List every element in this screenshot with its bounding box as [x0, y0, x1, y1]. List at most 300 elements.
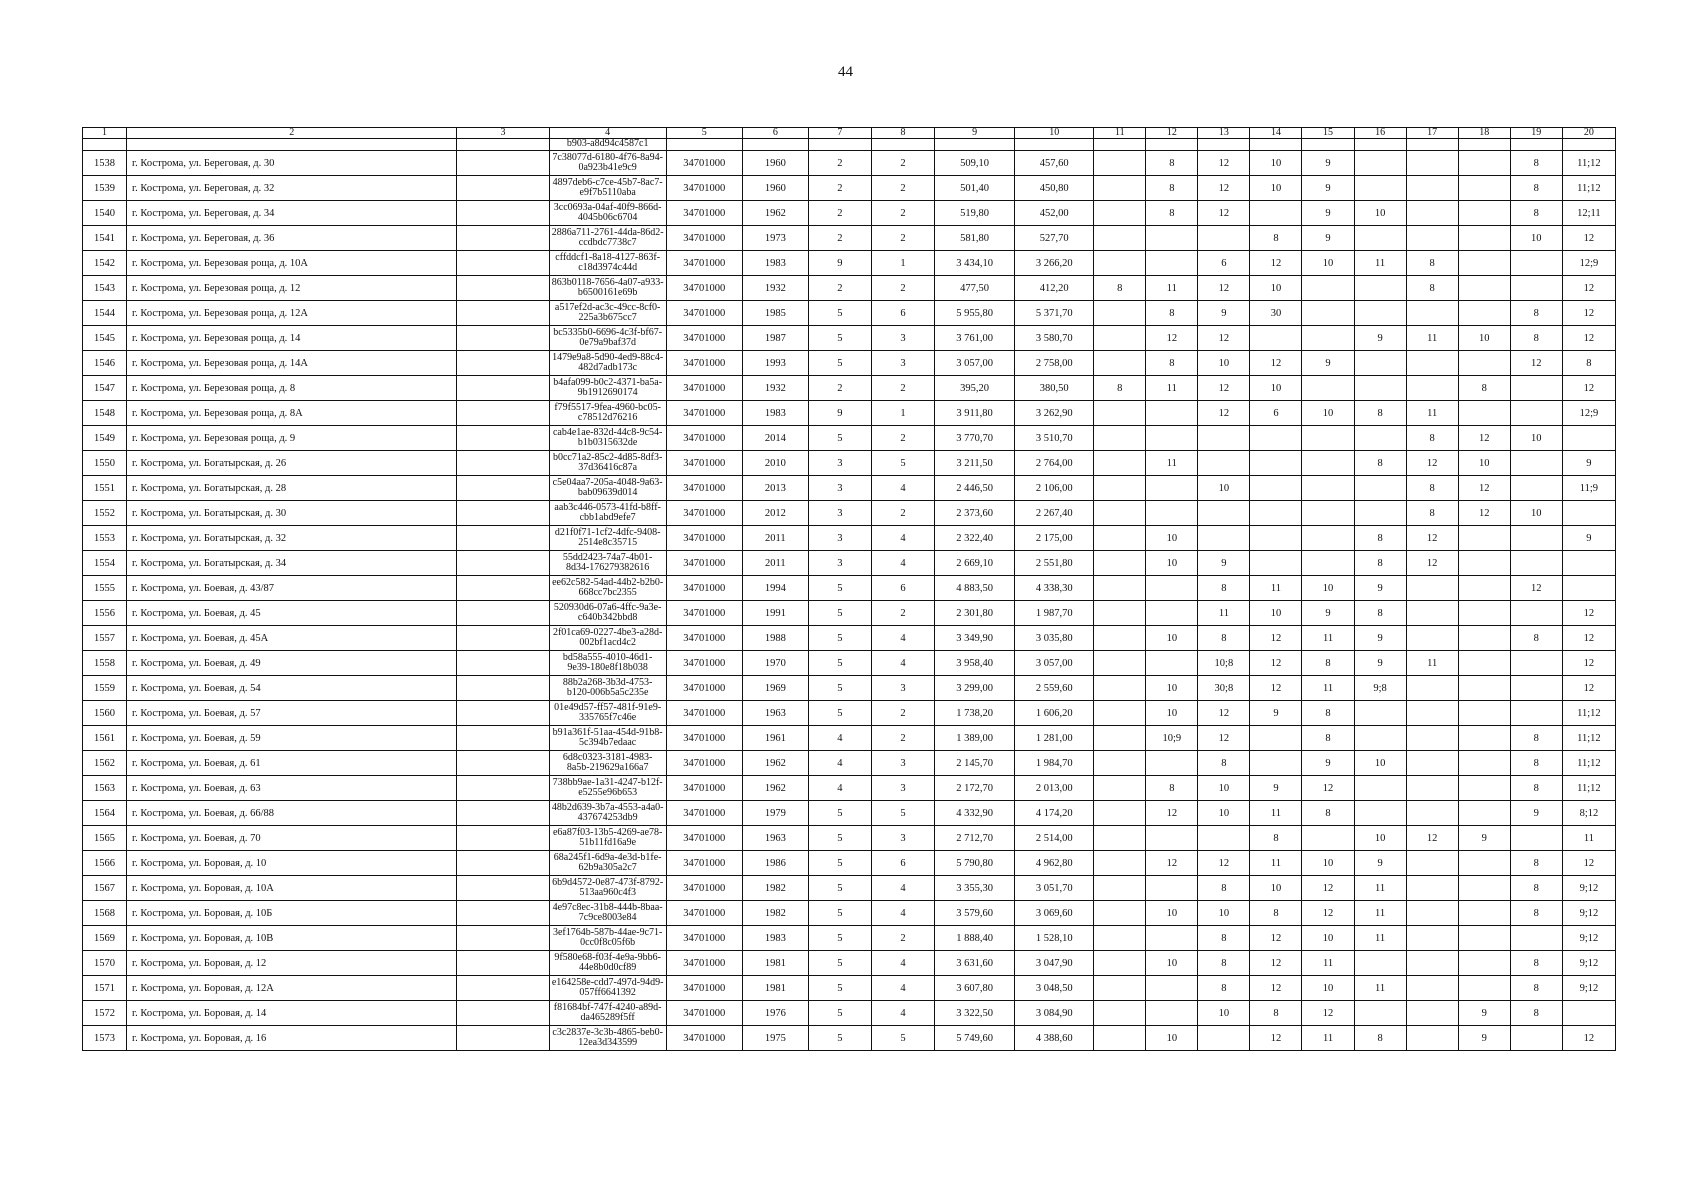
row-number: 1549 [83, 426, 127, 451]
oktmo-code: 34701000 [666, 801, 742, 826]
empty-column-3 [457, 576, 549, 601]
build-year: 1983 [742, 251, 808, 276]
floors-count: 5 [808, 876, 871, 901]
building-uuid: 9f580e68-f03f-4e9a-9bb6-44e8b0d0cf89 [549, 951, 666, 976]
floors-count: 5 [808, 976, 871, 1001]
table-row [83, 401, 1616, 426]
building-uuid: f79f5517-9fea-4960-bc05-c78512d76216 [549, 401, 666, 426]
table-row [83, 526, 1616, 551]
empty-column-3 [457, 951, 549, 976]
empty-column-3 [457, 876, 549, 901]
oktmo-code: 34701000 [666, 326, 742, 351]
col-19-value [1510, 601, 1562, 626]
col-16-value [1354, 351, 1406, 376]
living-area: 450,80 [1015, 176, 1094, 201]
col-16-value: 8 [1354, 1026, 1406, 1051]
empty-column-3 [457, 801, 549, 826]
col-16-value [1354, 176, 1406, 201]
col-14-value [1250, 476, 1302, 501]
build-year: 1994 [742, 576, 808, 601]
building-uuid: 7c38077d-6180-4f76-8a94-0a923b41e9c9 [549, 151, 666, 176]
col-20-value: 11;12 [1562, 776, 1615, 801]
col-18-value: 12 [1458, 426, 1510, 451]
building-uuid: ee62c582-54ad-44b2-b2b0-668cc7bc2355 [549, 576, 666, 601]
col-12-value [1146, 401, 1198, 426]
col-18-value [1458, 176, 1510, 201]
entrances-count: 4 [871, 901, 934, 926]
building-uuid: 738bb9ae-1a31-4247-b12f-e5255e96b653 [549, 776, 666, 801]
col-13-value [1198, 1026, 1250, 1051]
col-11-value [1094, 1001, 1146, 1026]
build-year: 1963 [742, 826, 808, 851]
living-area: 1 606,20 [1015, 701, 1094, 726]
continuation-uuid: b903-a8d94c4587c1 [549, 139, 666, 151]
floors-count: 5 [808, 676, 871, 701]
col-14-value [1250, 426, 1302, 451]
cell [871, 139, 934, 151]
col-17-value [1406, 576, 1458, 601]
address-cell: г. Кострома, ул. Боевая, д. 66/88 [127, 801, 457, 826]
row-number: 1541 [83, 226, 127, 251]
col-11-value [1094, 326, 1146, 351]
col-19-value [1510, 676, 1562, 701]
row-number: 1556 [83, 601, 127, 626]
col-19-value [1510, 551, 1562, 576]
col-18-value [1458, 651, 1510, 676]
cell [1015, 139, 1094, 151]
col-12-value: 12 [1146, 801, 1198, 826]
col-12-value: 10 [1146, 551, 1198, 576]
col-11-value [1094, 901, 1146, 926]
address-cell: г. Кострома, ул. Боровая, д. 10 [127, 851, 457, 876]
floors-count: 3 [808, 551, 871, 576]
header-cell: 2 [127, 128, 457, 139]
cell [127, 139, 457, 151]
oktmo-code: 34701000 [666, 151, 742, 176]
building-uuid: bd58a555-4010-46d1-9e39-180e8f18b038 [549, 651, 666, 676]
entrances-count: 3 [871, 751, 934, 776]
col-20-value: 12 [1562, 651, 1615, 676]
total-area: 509,10 [935, 151, 1015, 176]
table-row [83, 426, 1616, 451]
col-16-value [1354, 301, 1406, 326]
col-12-value [1146, 926, 1198, 951]
building-uuid: 2886a711-2761-44da-86d2-ccdbdc7738c7 [549, 226, 666, 251]
col-20-value: 9;12 [1562, 901, 1615, 926]
col-12-value [1146, 976, 1198, 1001]
oktmo-code: 34701000 [666, 526, 742, 551]
total-area: 2 172,70 [935, 776, 1015, 801]
total-area: 3 631,60 [935, 951, 1015, 976]
col-18-value: 9 [1458, 826, 1510, 851]
build-year: 1981 [742, 976, 808, 1001]
col-14-value [1250, 201, 1302, 226]
col-14-value: 6 [1250, 401, 1302, 426]
entrances-count: 2 [871, 226, 934, 251]
col-11-value [1094, 226, 1146, 251]
address-cell: г. Кострома, ул. Боевая, д. 70 [127, 826, 457, 851]
col-12-value: 10 [1146, 701, 1198, 726]
living-area: 2 758,00 [1015, 351, 1094, 376]
table-row [83, 1026, 1616, 1051]
col-14-value: 30 [1250, 301, 1302, 326]
col-14-value [1250, 326, 1302, 351]
col-20-value [1562, 1001, 1615, 1026]
address-cell: г. Кострома, ул. Березовая роща, д. 8 [127, 376, 457, 401]
building-uuid: 4897deb6-c7ce-45b7-8ac7-e9f7b5110aba [549, 176, 666, 201]
entrances-count: 3 [871, 826, 934, 851]
col-15-value: 10 [1302, 576, 1354, 601]
col-11-value [1094, 651, 1146, 676]
building-uuid: 520930d6-07a6-4ffc-9a3e-c640b342bbd8 [549, 601, 666, 626]
floors-count: 9 [808, 401, 871, 426]
table-row [83, 951, 1616, 976]
col-11-value [1094, 301, 1146, 326]
entrances-count: 4 [871, 951, 934, 976]
address-cell: г. Кострома, ул. Боевая, д. 54 [127, 676, 457, 701]
col-13-value: 10 [1198, 476, 1250, 501]
col-16-value: 9 [1354, 851, 1406, 876]
total-area: 4 332,90 [935, 801, 1015, 826]
col-14-value: 11 [1250, 851, 1302, 876]
living-area: 3 035,80 [1015, 626, 1094, 651]
col-17-value [1406, 1026, 1458, 1051]
empty-column-3 [457, 301, 549, 326]
entrances-count: 2 [871, 201, 934, 226]
col-14-value [1250, 526, 1302, 551]
empty-column-3 [457, 351, 549, 376]
col-20-value: 8 [1562, 351, 1615, 376]
build-year: 1983 [742, 926, 808, 951]
col-16-value: 8 [1354, 551, 1406, 576]
empty-column-3 [457, 901, 549, 926]
col-19-value [1510, 451, 1562, 476]
col-18-value [1458, 976, 1510, 1001]
entrances-count: 2 [871, 701, 934, 726]
building-uuid: 3cc0693a-04af-40f9-866d-4045b06c6704 [549, 201, 666, 226]
table-row [83, 551, 1616, 576]
col-17-value [1406, 376, 1458, 401]
total-area: 2 712,70 [935, 826, 1015, 851]
col-20-value: 9 [1562, 451, 1615, 476]
col-17-value [1406, 776, 1458, 801]
col-13-value: 10 [1198, 801, 1250, 826]
table-row [83, 251, 1616, 276]
entrances-count: 5 [871, 801, 934, 826]
col-11-value [1094, 201, 1146, 226]
col-12-value [1146, 651, 1198, 676]
col-13-value [1198, 226, 1250, 251]
col-14-value: 9 [1250, 701, 1302, 726]
entrances-count: 1 [871, 251, 934, 276]
col-11-value [1094, 1026, 1146, 1051]
oktmo-code: 34701000 [666, 551, 742, 576]
floors-count: 5 [808, 951, 871, 976]
col-11-value [1094, 801, 1146, 826]
build-year: 1970 [742, 651, 808, 676]
col-18-value [1458, 251, 1510, 276]
col-18-value [1458, 626, 1510, 651]
col-14-value [1250, 501, 1302, 526]
table-row [83, 801, 1616, 826]
header-cell: 20 [1562, 128, 1615, 139]
col-14-value [1250, 726, 1302, 751]
build-year: 1973 [742, 226, 808, 251]
building-uuid: f81684bf-747f-4240-a89d-da465289f5ff [549, 1001, 666, 1026]
table-row [83, 301, 1616, 326]
cell [935, 139, 1015, 151]
col-11-value [1094, 401, 1146, 426]
table-row [83, 576, 1616, 601]
entrances-count: 3 [871, 776, 934, 801]
living-area: 2 559,60 [1015, 676, 1094, 701]
col-14-value [1250, 551, 1302, 576]
col-20-value [1562, 576, 1615, 601]
col-12-value: 8 [1146, 776, 1198, 801]
col-15-value: 8 [1302, 801, 1354, 826]
entrances-count: 4 [871, 651, 934, 676]
building-uuid: 863b0118-7656-4a07-a933-b6500161e69b [549, 276, 666, 301]
oktmo-code: 34701000 [666, 1026, 742, 1051]
col-13-value: 8 [1198, 926, 1250, 951]
row-number: 1565 [83, 826, 127, 851]
col-12-value [1146, 251, 1198, 276]
col-11-value [1094, 526, 1146, 551]
col-12-value: 10 [1146, 626, 1198, 651]
col-13-value: 8 [1198, 626, 1250, 651]
row-number: 1573 [83, 1026, 127, 1051]
table-row [83, 701, 1616, 726]
oktmo-code: 34701000 [666, 1001, 742, 1026]
col-11-value [1094, 251, 1146, 276]
address-cell: г. Кострома, ул. Боевая, д. 57 [127, 701, 457, 726]
living-area: 3 580,70 [1015, 326, 1094, 351]
col-19-value [1510, 476, 1562, 501]
building-uuid: 68a245f1-6d9a-4e3d-b1fe-62b9a305a2c7 [549, 851, 666, 876]
floors-count: 2 [808, 151, 871, 176]
empty-column-3 [457, 676, 549, 701]
cell [666, 139, 742, 151]
row-number: 1538 [83, 151, 127, 176]
entrances-count: 5 [871, 451, 934, 476]
empty-column-3 [457, 926, 549, 951]
col-17-value: 12 [1406, 526, 1458, 551]
col-11-value [1094, 976, 1146, 1001]
col-17-value [1406, 176, 1458, 201]
total-area: 395,20 [935, 376, 1015, 401]
empty-column-3 [457, 476, 549, 501]
col-19-value: 8 [1510, 976, 1562, 1001]
entrances-count: 2 [871, 501, 934, 526]
col-13-value: 9 [1198, 551, 1250, 576]
col-17-value [1406, 626, 1458, 651]
floors-count: 5 [808, 351, 871, 376]
oktmo-code: 34701000 [666, 651, 742, 676]
building-uuid: cab4e1ae-832d-44c8-9c54-b1b0315632de [549, 426, 666, 451]
col-12-value: 10 [1146, 526, 1198, 551]
cell [1094, 139, 1146, 151]
oktmo-code: 34701000 [666, 976, 742, 1001]
total-area: 3 355,30 [935, 876, 1015, 901]
cell [1458, 139, 1510, 151]
table-row [83, 751, 1616, 776]
total-area: 3 579,60 [935, 901, 1015, 926]
build-year: 2013 [742, 476, 808, 501]
living-area: 380,50 [1015, 376, 1094, 401]
total-area: 581,80 [935, 226, 1015, 251]
address-cell: г. Кострома, ул. Богатырская, д. 28 [127, 476, 457, 501]
building-uuid: 6b9d4572-0e87-473f-8792-513aa960c4f3 [549, 876, 666, 901]
building-uuid: 2f01ca69-0227-4be3-a28d-002bf1acd4c2 [549, 626, 666, 651]
empty-column-3 [457, 501, 549, 526]
oktmo-code: 34701000 [666, 251, 742, 276]
table-row [83, 826, 1616, 851]
col-20-value: 11 [1562, 826, 1615, 851]
total-area: 2 669,10 [935, 551, 1015, 576]
address-cell: г. Кострома, ул. Боевая, д. 49 [127, 651, 457, 676]
col-19-value: 8 [1510, 726, 1562, 751]
build-year: 1962 [742, 751, 808, 776]
floors-count: 3 [808, 451, 871, 476]
row-number: 1561 [83, 726, 127, 751]
header-cell: 6 [742, 128, 808, 139]
floors-count: 5 [808, 801, 871, 826]
total-area: 2 373,60 [935, 501, 1015, 526]
col-20-value: 11;12 [1562, 726, 1615, 751]
col-20-value: 9;12 [1562, 976, 1615, 1001]
col-19-value [1510, 826, 1562, 851]
table-row [83, 351, 1616, 376]
build-year: 1983 [742, 401, 808, 426]
col-18-value [1458, 726, 1510, 751]
table-row [83, 626, 1616, 651]
empty-column-3 [457, 401, 549, 426]
total-area: 3 322,50 [935, 1001, 1015, 1026]
col-16-value: 11 [1354, 926, 1406, 951]
col-18-value [1458, 351, 1510, 376]
col-13-value: 12 [1198, 151, 1250, 176]
col-11-value [1094, 601, 1146, 626]
col-19-value: 12 [1510, 351, 1562, 376]
col-16-value: 8 [1354, 526, 1406, 551]
build-year: 1975 [742, 1026, 808, 1051]
table-row [83, 601, 1616, 626]
empty-column-3 [457, 526, 549, 551]
oktmo-code: 34701000 [666, 626, 742, 651]
floors-count: 4 [808, 726, 871, 751]
oktmo-code: 34701000 [666, 401, 742, 426]
living-area: 2 764,00 [1015, 451, 1094, 476]
row-number: 1563 [83, 776, 127, 801]
col-12-value: 10 [1146, 1026, 1198, 1051]
col-11-value [1094, 701, 1146, 726]
total-area: 477,50 [935, 276, 1015, 301]
col-20-value: 11;12 [1562, 701, 1615, 726]
empty-column-3 [457, 276, 549, 301]
building-uuid: b4afa099-b0c2-4371-ba5a-9b1912690174 [549, 376, 666, 401]
col-12-value: 8 [1146, 351, 1198, 376]
total-area: 2 446,50 [935, 476, 1015, 501]
col-14-value: 10 [1250, 151, 1302, 176]
oktmo-code: 34701000 [666, 201, 742, 226]
col-11-value: 8 [1094, 376, 1146, 401]
row-number: 1539 [83, 176, 127, 201]
total-area: 3 211,50 [935, 451, 1015, 476]
floors-count: 5 [808, 901, 871, 926]
col-15-value: 8 [1302, 701, 1354, 726]
col-15-value: 12 [1302, 876, 1354, 901]
address-cell: г. Кострома, ул. Березовая роща, д. 12 [127, 276, 457, 301]
col-11-value [1094, 551, 1146, 576]
col-12-value: 10 [1146, 676, 1198, 701]
col-17-value [1406, 601, 1458, 626]
address-cell: г. Кострома, ул. Боровая, д. 12А [127, 976, 457, 1001]
col-17-value [1406, 351, 1458, 376]
living-area: 3 266,20 [1015, 251, 1094, 276]
building-uuid: 48b2d639-3b7a-4553-a4a0-437674253db9 [549, 801, 666, 826]
entrances-count: 3 [871, 676, 934, 701]
col-19-value: 10 [1510, 426, 1562, 451]
col-15-value: 10 [1302, 251, 1354, 276]
col-11-value [1094, 676, 1146, 701]
floors-count: 5 [808, 576, 871, 601]
oktmo-code: 34701000 [666, 701, 742, 726]
col-18-value [1458, 151, 1510, 176]
floors-count: 5 [808, 301, 871, 326]
col-12-value: 11 [1146, 376, 1198, 401]
header-cell: 3 [457, 128, 549, 139]
col-18-value [1458, 926, 1510, 951]
col-17-value: 11 [1406, 326, 1458, 351]
col-11-value [1094, 576, 1146, 601]
col-16-value: 11 [1354, 876, 1406, 901]
col-18-value [1458, 601, 1510, 626]
col-17-value [1406, 926, 1458, 951]
col-15-value: 10 [1302, 401, 1354, 426]
empty-column-3 [457, 776, 549, 801]
living-area: 3 057,00 [1015, 651, 1094, 676]
oktmo-code: 34701000 [666, 851, 742, 876]
entrances-count: 6 [871, 851, 934, 876]
col-15-value: 11 [1302, 676, 1354, 701]
col-15-value: 11 [1302, 1026, 1354, 1051]
entrances-count: 4 [871, 976, 934, 1001]
col-20-value: 12 [1562, 276, 1615, 301]
entrances-count: 4 [871, 526, 934, 551]
address-cell: г. Кострома, ул. Богатырская, д. 34 [127, 551, 457, 576]
col-18-value: 10 [1458, 451, 1510, 476]
total-area: 519,80 [935, 201, 1015, 226]
col-19-value [1510, 701, 1562, 726]
col-12-value [1146, 576, 1198, 601]
col-18-value [1458, 776, 1510, 801]
col-17-value: 8 [1406, 476, 1458, 501]
col-16-value: 9 [1354, 326, 1406, 351]
row-number: 1564 [83, 801, 127, 826]
col-13-value: 12 [1198, 201, 1250, 226]
living-area: 3 262,90 [1015, 401, 1094, 426]
col-13-value: 9 [1198, 301, 1250, 326]
col-15-value: 9 [1302, 226, 1354, 251]
empty-column-3 [457, 826, 549, 851]
total-area: 3 607,80 [935, 976, 1015, 1001]
col-17-value [1406, 201, 1458, 226]
build-year: 1986 [742, 851, 808, 876]
col-15-value: 8 [1302, 651, 1354, 676]
row-number: 1557 [83, 626, 127, 651]
col-13-value [1198, 826, 1250, 851]
col-13-value: 8 [1198, 751, 1250, 776]
